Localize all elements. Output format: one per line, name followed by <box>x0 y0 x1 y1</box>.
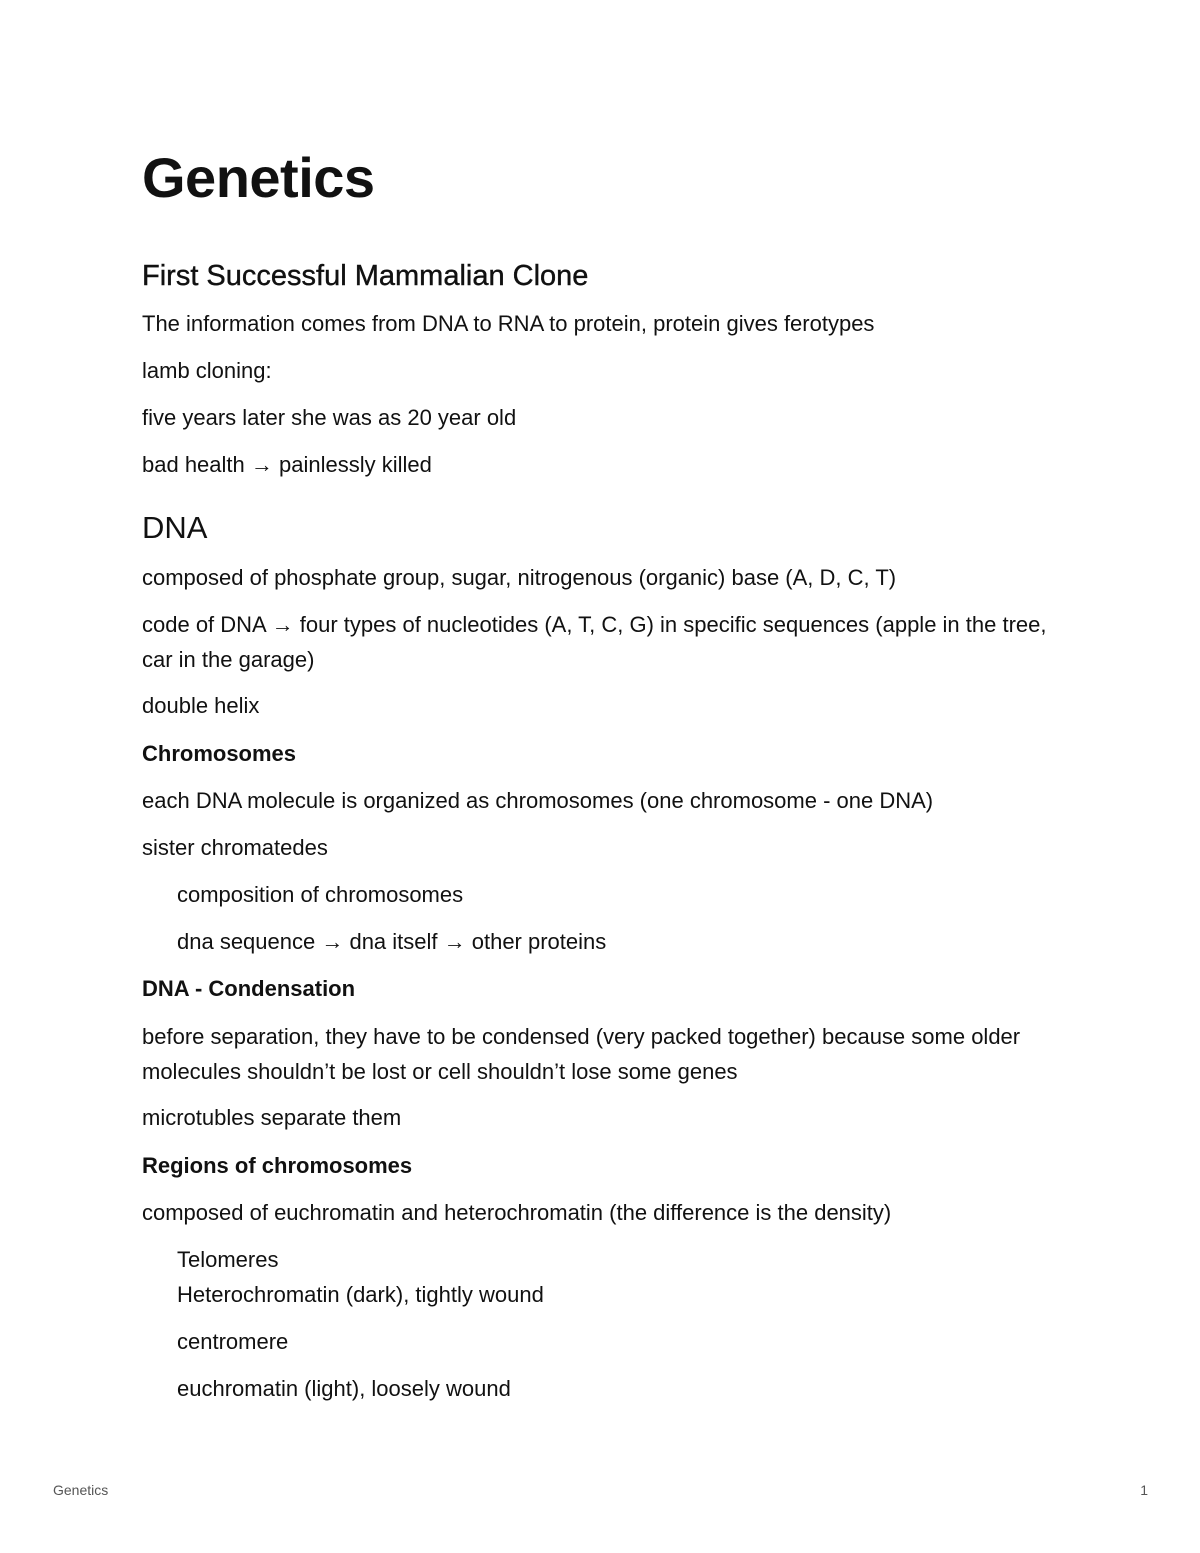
indented-paragraph: composition of chromosomes <box>177 882 464 907</box>
indented-paragraph: dna sequence → dna itself → other proteins <box>177 929 607 954</box>
paragraph: lamb cloning: <box>142 358 272 383</box>
paragraph: composed of phosphate group, sugar, nitrogenous (organic) base (A, D, C, T) <box>142 565 897 590</box>
paragraph: five years later she was as 20 year old <box>142 405 517 430</box>
section-heading-dna: DNA <box>142 510 208 545</box>
subheading-regions: Regions of chromosomes <box>142 1153 413 1178</box>
indented-paragraph: Telomeres <box>177 1247 279 1272</box>
document-title: Genetics <box>142 146 375 209</box>
section-heading-clone: First Successful Mammalian Clone <box>142 260 589 292</box>
paragraph: double helix <box>142 693 260 718</box>
indented-paragraph: Heterochromatin (dark), tightly wound <box>177 1282 544 1307</box>
indented-paragraph: centromere <box>177 1329 289 1354</box>
paragraph: bad health → painlessly killed <box>142 452 432 477</box>
paragraph: code of DNA → four types of nucleotides (A, T, C, G) in specific sequences (apple in the tree, car in the garage) <box>142 612 1047 672</box>
indented-paragraph: euchromatin (light), loosely wound <box>177 1376 511 1401</box>
paragraph: microtubles separate them <box>142 1105 402 1130</box>
paragraph: each DNA molecule is organized as chromosomes (one chromosome - one DNA) <box>142 788 934 813</box>
paragraph: composed of euchromatin and heterochromatin (the difference is the density) <box>142 1200 892 1225</box>
paragraph: The information comes from DNA to RNA to protein, protein gives ferotypes <box>142 311 875 336</box>
subheading-chromosomes: Chromosomes <box>142 741 297 766</box>
page-number: 1 <box>1140 1482 1148 1498</box>
footer-title: Genetics <box>53 1482 109 1498</box>
paragraph: before separation, they have to be condensed (very packed together) because some older molecules shouldn’t be lost or cell shouldn’t lose some genes <box>142 1024 1021 1084</box>
paragraph: sister chromatedes <box>142 835 328 860</box>
subheading-condensation: DNA - Condensation <box>142 976 356 1001</box>
